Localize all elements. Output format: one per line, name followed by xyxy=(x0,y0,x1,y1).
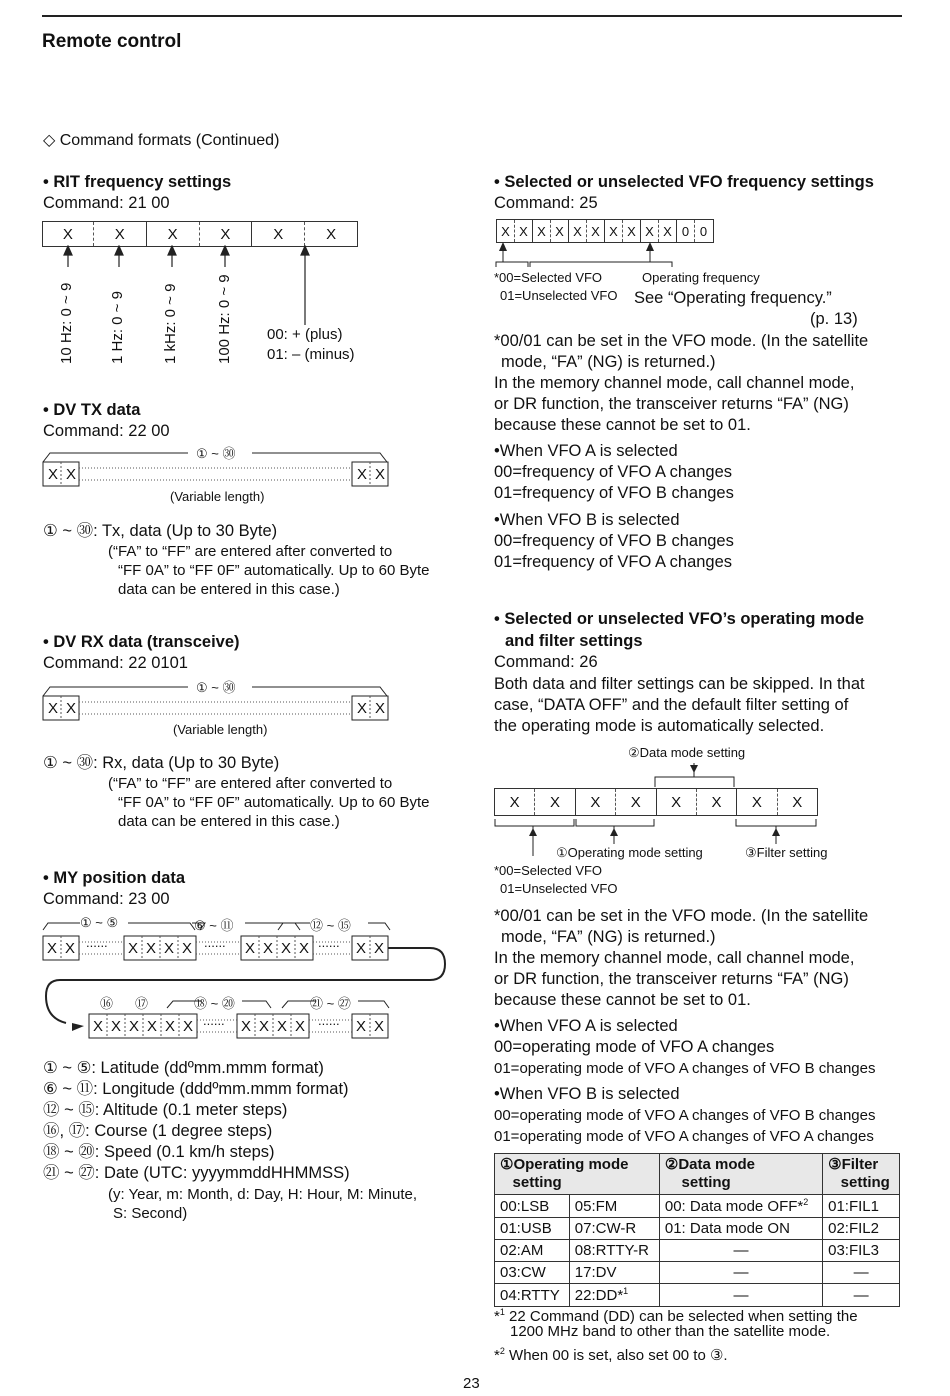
mypos-cell: X xyxy=(245,940,256,957)
vfo-page: (p. 13) xyxy=(810,310,858,328)
mode-para: because these cannot be set to 01. xyxy=(494,991,751,1009)
mypos-cell: X xyxy=(129,1018,140,1035)
mode-settings-table xyxy=(494,1153,900,1307)
footnote-2: *$^2$ When 00 is set, also set 00 to ③. xyxy=(494,1346,728,1364)
mode-cell: X xyxy=(495,789,535,815)
mypos-range-3: ⑫ ~ ⑮ xyxy=(310,918,351,933)
dvtx-note: “FF 0A” to “FF 0F” automatically. Up to 60 Byte xyxy=(118,562,430,579)
dvrx-range: ① ~ ㉚ xyxy=(196,680,236,695)
vfo-b1: 00=frequency of VFO B changes xyxy=(494,532,734,550)
rit-label-100hz: 100 Hz: 0 ~ 9 xyxy=(216,274,233,364)
dvrx-note: (“FA” to “FF” are entered after converted to xyxy=(108,775,393,792)
mode-para: *00/01 can be set in the VFO mode. (In the satellite xyxy=(494,907,869,925)
mode-para: In the memory channel mode, call channel mode, xyxy=(494,949,855,967)
dvtx-title: • DV TX data xyxy=(43,401,141,419)
mypos-line: ⑥ ~ ⑪: Longitude (dddºmm.mmm format) xyxy=(43,1080,349,1098)
mode-cell: X xyxy=(697,789,737,815)
mypos-cell: X xyxy=(259,1018,270,1035)
vfo-cell: X xyxy=(551,220,569,242)
mode-filter-label: ③Filter setting xyxy=(745,845,828,860)
mypos-cell: X xyxy=(182,940,193,957)
vfo-opfreq: Operating frequency xyxy=(642,270,760,285)
mode-cell: X xyxy=(535,789,575,815)
mypos-range-5: ⑰ xyxy=(135,996,149,1011)
formats-heading: ◇ Command formats (Continued) xyxy=(43,132,280,149)
mypos-cell: X xyxy=(263,940,274,957)
rit-sign-plus: 00: + (plus) xyxy=(267,326,343,343)
mode-a-head: •When VFO A is selected xyxy=(494,1017,678,1035)
vfo-cell: 0 xyxy=(699,223,708,239)
dvrx-cell: X xyxy=(357,700,368,717)
mode-sel: *00=Selected VFO xyxy=(494,863,603,878)
mode-title: • Selected or unselected VFO’s operating mode xyxy=(494,610,865,628)
dvtx-cell: X xyxy=(357,466,368,483)
vfo-arrows xyxy=(494,241,724,273)
vfo-see: See “Operating frequency.” xyxy=(634,289,832,307)
mypos-title: • MY position data xyxy=(43,869,186,887)
mode-para: mode, “FA” (NG) is returned.) xyxy=(501,928,716,946)
vfo-unsel: 01=Unselected VFO xyxy=(500,288,618,303)
mode-intro: Both data and filter settings can be skipped. In that xyxy=(494,675,865,693)
vfo-cell: X xyxy=(587,220,605,242)
dvrx-command: Command: 22 0101 xyxy=(43,654,188,672)
mypos-cell: X xyxy=(111,1018,122,1035)
rit-label-1hz: 1 Hz: 0 ~ 9 xyxy=(109,291,126,364)
mypos-cell: X xyxy=(147,1018,158,1035)
mypos-range-2: ⑥ ~ ⑪ xyxy=(194,918,234,933)
mypos-command: Command: 23 00 xyxy=(43,890,170,908)
mypos-legend: (y: Year, m: Month, d: Day, H: Hour, M: Minute, xyxy=(108,1186,418,1203)
rit-cell: X xyxy=(200,222,253,246)
vfo-cell: X xyxy=(569,220,587,242)
mypos-line: ⑯, ⑰: Course (1 degree steps) xyxy=(43,1122,273,1140)
mypos-cell: X xyxy=(299,940,310,957)
vfo-title: • Selected or unselected VFO frequency settings xyxy=(494,173,874,191)
table-header-filter: ③Filter setting xyxy=(823,1154,900,1195)
mypos-line: ① ~ ⑤: Latitude (ddºmm.mmm format) xyxy=(43,1059,324,1077)
mypos-cell: X xyxy=(356,940,367,957)
mode-unsel: 01=Unselected VFO xyxy=(500,881,618,896)
mode-b2: 01=operating mode of VFO A changes of VFO A changes xyxy=(494,1128,874,1145)
table-row: 02:AM 08:RTTY-R — 03:FIL3 xyxy=(495,1240,900,1262)
table-row: 03:CW 17:DV — — xyxy=(495,1262,900,1284)
vfo-a2: 01=frequency of VFO B changes xyxy=(494,484,734,502)
mypos-cell: X xyxy=(47,940,58,957)
mypos-cell: X xyxy=(277,1018,288,1035)
dvrx-cell: X xyxy=(48,700,59,717)
vfo-a-head: •When VFO A is selected xyxy=(494,442,678,460)
mypos-range-7: ㉑ ~ ㉗ xyxy=(310,996,351,1011)
table-row: 04:RTTY 22:DD*$^1$ — — xyxy=(495,1284,900,1307)
dvtx-note: (“FA” to “FF” are entered after converted to xyxy=(108,543,393,560)
mode-b-head: •When VFO B is selected xyxy=(494,1085,680,1103)
table-row: 01:USB 07:CW-R 01: Data mode ON 02:FIL2 xyxy=(495,1218,900,1240)
mypos-cell: X xyxy=(295,1018,306,1035)
mypos-cell: X xyxy=(356,1018,367,1035)
vfo-b-head: •When VFO B is selected xyxy=(494,511,680,529)
vfo-frame xyxy=(496,219,714,243)
vfo-cell: X xyxy=(515,220,533,242)
mode-cell: X xyxy=(576,789,616,815)
dvrx-note: data can be entered in this case.) xyxy=(118,813,340,830)
rit-cell: X xyxy=(147,222,200,246)
mypos-line: ㉑ ~ ㉗: Date (UTC: yyyymmddHHMMSS) xyxy=(43,1164,350,1182)
mode-cell: X xyxy=(792,793,803,811)
mypos-dots: ...... xyxy=(204,935,226,950)
mode-intro: the operating mode is automatically selected. xyxy=(494,717,825,735)
mypos-dots: ...... xyxy=(203,1013,225,1028)
dvtx-note: data can be entered in this case.) xyxy=(118,581,340,598)
vfo-para: because these cannot be set to 01. xyxy=(494,416,751,434)
top-rule xyxy=(42,15,902,17)
dvtx-variable: (Variable length) xyxy=(170,489,265,504)
rit-sign-minus: 01: – (minus) xyxy=(267,346,355,363)
rit-label-10hz: 10 Hz: 0 ~ 9 xyxy=(58,282,75,364)
mode-a1: 00=operating mode of VFO A changes xyxy=(494,1038,775,1056)
mypos-cell: X xyxy=(164,940,175,957)
mode-b1: 00=operating mode of VFO A changes of VFO B changes xyxy=(494,1107,876,1124)
dvtx-desc: ① ~ ㉚: Tx, data (Up to 30 Byte) xyxy=(43,522,278,540)
vfo-para: In the memory channel mode, call channel mode, xyxy=(494,374,855,392)
mypos-cell: X xyxy=(146,940,157,957)
vfo-cell: X xyxy=(605,220,623,242)
mode-para: or DR function, the transceiver returns “FA” (NG) xyxy=(494,970,849,988)
rit-label-1khz: 1 kHz: 0 ~ 9 xyxy=(162,283,179,364)
table-row: 00:LSB 05:FM 00: Data mode OFF*$^2$ 01:FIL1 xyxy=(495,1195,900,1218)
mypos-dots: ...... xyxy=(318,935,340,950)
footnote-1-cont: 1200 MHz band to other than the satellite mode. xyxy=(510,1323,831,1340)
mypos-range-6: ⑱ ~ ⑳ xyxy=(194,996,235,1011)
dvrx-desc: ① ~ ㉚: Rx, data (Up to 30 Byte) xyxy=(43,754,280,772)
mode-cell: X xyxy=(616,789,656,815)
vfo-para: *00/01 can be set in the VFO mode. (In the satellite xyxy=(494,332,869,350)
rit-command: Command: 21 00 xyxy=(43,194,170,212)
mode-data-label: ②Data mode setting xyxy=(628,745,746,760)
vfo-cell: X xyxy=(659,220,677,242)
dvrx-title: • DV RX data (transceive) xyxy=(43,633,240,651)
mypos-cell: X xyxy=(128,940,139,957)
dvtx-cell: X xyxy=(48,466,59,483)
table-header-op: ①Operating mode setting xyxy=(495,1154,660,1195)
dvtx-cell: X xyxy=(375,466,386,483)
table-header-data: ②Data mode setting xyxy=(659,1154,822,1195)
dvtx-range: ① ~ ㉚ xyxy=(196,446,236,461)
mode-data-bracket xyxy=(494,760,824,788)
dvtx-cell: X xyxy=(66,466,77,483)
dvrx-cell: X xyxy=(66,700,77,717)
mypos-cell: X xyxy=(65,940,76,957)
mypos-legend: S: Second) xyxy=(113,1205,188,1222)
dvrx-cell: X xyxy=(375,700,386,717)
mode-cell: X xyxy=(737,789,777,815)
mypos-cell: X xyxy=(183,1018,194,1035)
mypos-cell: X xyxy=(93,1018,104,1035)
mypos-cell: X xyxy=(241,1018,252,1035)
mypos-range-1: ① ~ ⑤ xyxy=(80,915,119,930)
mypos-cell: X xyxy=(165,1018,176,1035)
mypos-line: ⑱ ~ ⑳: Speed (0.1 km/h steps) xyxy=(43,1143,275,1161)
rit-cell: X xyxy=(94,222,147,246)
mypos-cell: X xyxy=(281,940,292,957)
mypos-range-4: ⑯ xyxy=(100,996,114,1011)
dvrx-note: “FF 0A” to “FF 0F” automatically. Up to 60 Byte xyxy=(118,794,430,811)
page-title: Remote control xyxy=(42,31,182,52)
mypos-dots: ...... xyxy=(86,935,108,950)
mypos-line: ⑫ ~ ⑮: Altitude (0.1 meter steps) xyxy=(43,1101,288,1119)
vfo-a1: 00=frequency of VFO A changes xyxy=(494,463,733,481)
vfo-cell: 0 xyxy=(677,220,695,242)
vfo-cell: X xyxy=(533,220,551,242)
rit-title: • RIT frequency settings xyxy=(43,173,232,191)
mode-a2: 01=operating mode of VFO A changes of VFO B changes xyxy=(494,1060,876,1077)
rit-cell: X xyxy=(252,222,305,246)
vfo-cell: X xyxy=(641,220,659,242)
footnote-1: *$^1$ 22 Command (DD) can be selected when setting the xyxy=(494,1307,858,1325)
vfo-para: mode, “FA” (NG) is returned.) xyxy=(501,353,716,371)
dvrx-variable: (Variable length) xyxy=(173,722,268,737)
vfo-b2: 01=frequency of VFO A changes xyxy=(494,553,733,571)
mode-cell: X xyxy=(657,789,697,815)
rit-cell: X xyxy=(43,222,94,246)
mypos-dots: ...... xyxy=(318,1013,340,1028)
mode-op-label: ①Operating mode setting xyxy=(556,845,703,860)
mode-title-2: and filter settings xyxy=(505,632,643,650)
mode-command: Command: 26 xyxy=(494,653,598,671)
vfo-cell: X xyxy=(623,220,641,242)
mode-frame xyxy=(494,788,818,816)
mode-intro: case, “DATA OFF” and the default filter setting of xyxy=(494,696,849,714)
vfo-sel: *00=Selected VFO xyxy=(494,270,603,285)
vfo-cell: X xyxy=(497,220,515,242)
mypos-cell: X xyxy=(374,1018,385,1035)
rit-cell: X xyxy=(326,225,337,243)
vfo-command: Command: 25 xyxy=(494,194,598,212)
rit-frame xyxy=(42,221,358,247)
dvtx-command: Command: 22 00 xyxy=(43,422,170,440)
page-number: 23 xyxy=(463,1375,480,1392)
mypos-cell: X xyxy=(374,940,385,957)
vfo-para: or DR function, the transceiver returns “FA” (NG) xyxy=(494,395,849,413)
